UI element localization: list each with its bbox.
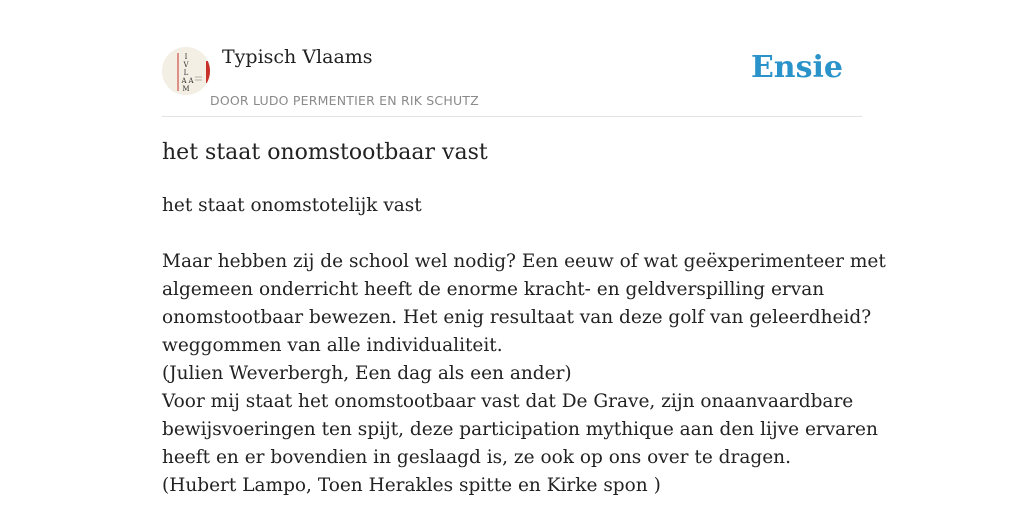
entry-body bbox=[162, 192, 886, 500]
entry-title: het staat onomstootbaar vast bbox=[162, 140, 488, 165]
quote-line: onomstootbaar bewezen. Het enig resultaat van deze golf van geleerdheid? bbox=[162, 307, 872, 328]
ensie-logo[interactable]: Ensie bbox=[750, 50, 843, 85]
quote-source: (Julien Weverbergh, Een dag als een ander) bbox=[162, 363, 572, 384]
svg-text:A: A bbox=[188, 77, 194, 85]
quote-line: algemeen onderricht heeft de enorme kracht- en geldverspilling ervan bbox=[162, 279, 825, 300]
svg-text:V: V bbox=[183, 61, 189, 69]
svg-text:A: A bbox=[181, 77, 187, 85]
paragraph-gap bbox=[162, 220, 862, 248]
site-header bbox=[162, 44, 862, 117]
book-cover-graphic bbox=[162, 47, 210, 95]
quote-line: Maar hebben zij de school wel nodig? Een eeuw of wat geëxperimenteer met bbox=[162, 251, 886, 272]
quote-source: (Hubert Lampo, Toen Herakles spitte en Kirke spon ) bbox=[162, 475, 661, 496]
book-title-link[interactable]: Typisch Vlaams bbox=[222, 46, 373, 68]
quote-line: bewijsvoeringen ten spijt, deze participation mythique aan den lijve ervaren bbox=[162, 419, 878, 440]
book-cover-icon[interactable] bbox=[162, 47, 210, 95]
svg-text:I: I bbox=[184, 53, 188, 61]
svg-text:M: M bbox=[182, 85, 190, 93]
svg-text:L: L bbox=[183, 69, 189, 77]
quote-line: weggommen van alle individualiteit. bbox=[162, 335, 503, 356]
quote-line: Voor mij staat het onomstootbaar vast dat De Grave, zijn onaanvaardbare bbox=[162, 391, 854, 412]
entry-definition: het staat onomstotelijk vast bbox=[162, 195, 422, 216]
book-authors: DOOR LUDO PERMENTIER EN RIK SCHUTZ bbox=[210, 93, 479, 108]
quote-line: heeft en er bovendien in geslaagd is, ze ook op ons over te dragen. bbox=[162, 447, 791, 468]
